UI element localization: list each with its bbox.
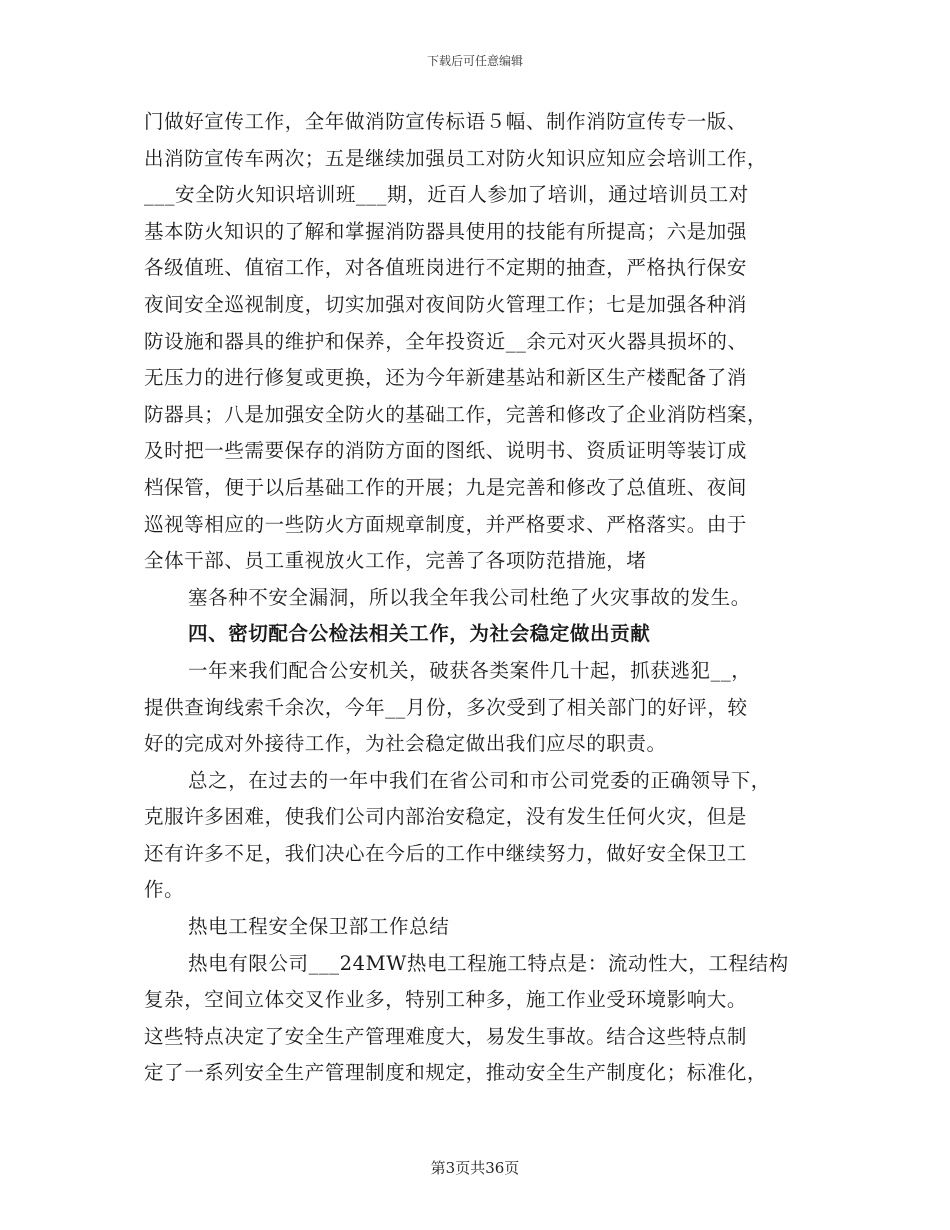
text-line: 巡视等相应的一些防火方面规章制度，并严格要求、严格落实。由于 bbox=[144, 512, 748, 536]
text-line: 及时把一些需要保存的消防方面的图纸、说明书、资质证明等装订成 bbox=[144, 439, 748, 463]
section-heading: 四、密切配合公检法相关工作，为社会稳定做出贡献 bbox=[188, 622, 651, 646]
text-line: 门做好宣传工作，全年做消防宣传标语５幅、制作消防宣传专一版、 bbox=[144, 110, 748, 133]
text-line: 全体干部、员工重视放火工作，完善了各项防范措施，堵 bbox=[144, 549, 647, 573]
text-line: 这些特点决定了安全生产管理难度大，易发生事故。结合这些特点制 bbox=[144, 1024, 748, 1048]
text-line: 提供查询线索千余次，今年__月份，多次受到了相关部门的好评，较 bbox=[144, 695, 748, 719]
text-line: ___安全防火知识培训班___期，近百人参加了培训，通过培训员工对 bbox=[144, 183, 749, 207]
text-line: 一年来我们配合公安机关，破获各类案件几十起，抓获逃犯__， bbox=[188, 658, 752, 682]
document-body bbox=[144, 104, 804, 1092]
text-line: 各级值班、值宿工作，对各值班岗进行不定期的抽查，严格执行保安 bbox=[144, 256, 748, 280]
text-line: 出消防宣传车两次；五是继续加强员工对防火知识应知应会培训工作， bbox=[144, 146, 768, 170]
text-line: 夜间安全巡视制度，切实加强对夜间防火管理工作；七是加强各种消 bbox=[144, 292, 748, 316]
text-line: 还有许多不足，我们决心在今后的工作中继续努力，做好安全保卫工 bbox=[144, 841, 748, 865]
text-line: 复杂，空间立体交叉作业多，特别工种多，施工作业受环境影响大。 bbox=[144, 988, 748, 1012]
page-header: 下载后可任意编辑 bbox=[426, 54, 523, 68]
text-line: 好的完成对外接待工作，为社会稳定做出我们应尽的职责。 bbox=[144, 732, 667, 756]
text-line: 总之，在过去的一年中我们在省公司和市公司党委的正确领导下， bbox=[188, 768, 771, 792]
text-line: 档保管，便于以后基础工作的开展；九是完善和修改了总值班、夜间 bbox=[144, 475, 748, 499]
text-line: 基本防火知识的了解和掌握消防器具使用的技能有所提高；六是加强 bbox=[144, 219, 748, 243]
text-line: 无压力的进行修复或更换，还为今年新建基站和新区生产楼配备了消 bbox=[144, 366, 748, 390]
page-footer: 第3页共36页 bbox=[430, 1159, 520, 1177]
text-line: 热电有限公司___24MW热电工程施工特点是：流动性大，工程结构 bbox=[188, 951, 789, 975]
text-line: 防设施和器具的维护和保养，全年投资近__余元对灭火器具损坏的、 bbox=[144, 329, 748, 353]
text-line: 防器具；八是加强安全防火的基础工作，完善和修改了企业消防档案， bbox=[144, 402, 768, 426]
text-line: 作。 bbox=[144, 878, 185, 902]
text-line: 塞各种不安全漏洞，所以我全年我公司杜绝了火灾事故的发生。 bbox=[188, 585, 751, 609]
text-line: 定了一系列安全生产管理制度和规定，推动安全生产制度化；标准化， bbox=[144, 1061, 768, 1085]
text-line: 克服许多困难，使我们公司内部治安稳定，没有发生任何火灾，但是 bbox=[144, 805, 748, 829]
text-line: 热电工程安全保卫部工作总结 bbox=[188, 915, 450, 939]
